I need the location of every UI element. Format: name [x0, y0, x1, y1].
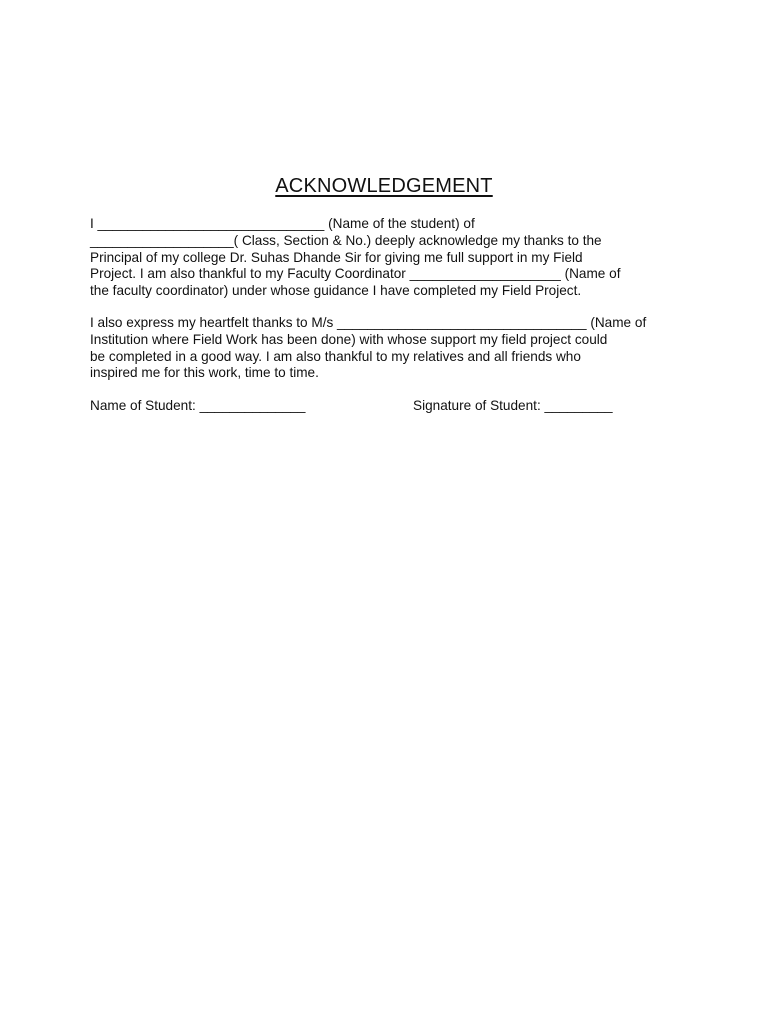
paragraph-line: be completed in a good way. I am also thankful to my relatives and all friends who: [90, 348, 581, 364]
paragraph-line: Institution where Field Work has been done) with whose support my field project could: [90, 331, 608, 347]
acknowledgement-paragraph-2: [90, 315, 680, 382]
name-of-student-field: Name of Student: ______________: [90, 398, 306, 413]
page-title: ACKNOWLEDGEMENT: [275, 175, 493, 197]
paragraph-line: Principal of my college Dr. Suhas Dhande Sir for giving me full support in my Field: [90, 249, 583, 265]
paragraph-line: I also express my heartfelt thanks to M/s _________________________________ (Name of: [90, 315, 647, 330]
paragraph-line: the faculty coordinator) under whose guidance I have completed my Field Project.: [90, 283, 582, 299]
paragraph-line: inspired me for this work, time to time.: [90, 365, 319, 381]
paragraph-line: ___________________( Class, Section & No.) deeply acknowledge my thanks to the: [90, 232, 602, 248]
paragraph-line: I ______________________________ (Name of the student) of: [90, 216, 475, 231]
acknowledgement-paragraph-1: [90, 216, 680, 300]
signature-of-student-field: Signature of Student: _________: [413, 398, 613, 413]
paragraph-line: Project. I am also thankful to my Faculty Coordinator ____________________ (Name of: [90, 266, 621, 282]
